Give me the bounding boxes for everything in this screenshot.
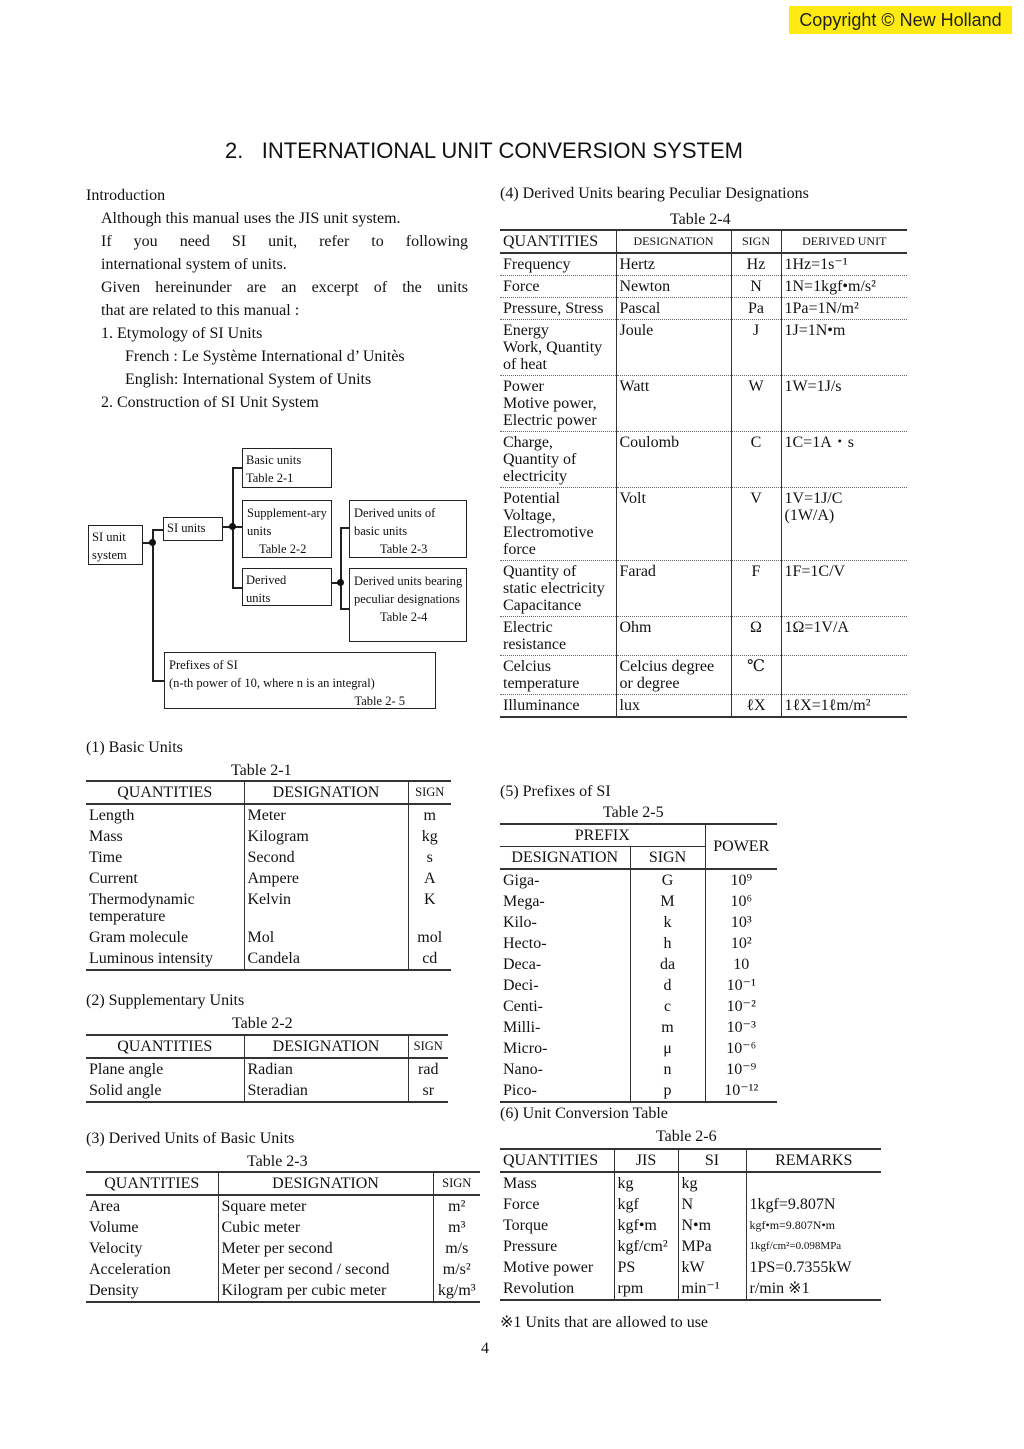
table-cell: Hz bbox=[731, 253, 781, 276]
table-cell: 1C=1A・s bbox=[781, 432, 907, 488]
connector-line bbox=[152, 680, 164, 682]
table-cell: 10² bbox=[730, 935, 752, 952]
table-2-1-caption: Table 2-1 bbox=[231, 762, 292, 779]
table-cell: 10⁻² bbox=[726, 998, 756, 1015]
table-cell: kg/m³ bbox=[433, 1280, 480, 1302]
header-cell: SIGN bbox=[408, 781, 451, 804]
table-cell: 10 bbox=[733, 956, 750, 973]
header-cell: QUANTITIES bbox=[86, 781, 244, 804]
table-cell: 10⁻⁹ bbox=[726, 1061, 757, 1078]
table-cell: Micro- bbox=[500, 1038, 630, 1059]
footnote: ※1 Units that are allowed to use bbox=[500, 1314, 709, 1331]
table-row bbox=[500, 933, 777, 954]
table-cell: Solid angle bbox=[86, 1080, 244, 1102]
table-cell: W bbox=[731, 376, 781, 432]
table-cell: Frequency bbox=[500, 253, 616, 276]
table-cell: m/s bbox=[445, 1240, 469, 1257]
table-row bbox=[86, 948, 451, 970]
table-cell: Charge, Quantity of electricity bbox=[500, 432, 616, 488]
table-cell: Area bbox=[86, 1195, 218, 1217]
junction-dot bbox=[229, 523, 236, 530]
table-cell: Steradian bbox=[244, 1080, 408, 1102]
table-cell: N bbox=[731, 276, 781, 298]
si-units-box: SI units bbox=[163, 517, 223, 541]
derived-units-box: Derived units bbox=[242, 568, 332, 606]
table-row bbox=[500, 376, 907, 432]
table-cell: 1Ω=1V/A bbox=[781, 617, 907, 656]
table-cell: DERIVED UNIT bbox=[781, 230, 907, 253]
table-cell: QUANTITIES bbox=[86, 1035, 244, 1058]
table-cell: Radian bbox=[244, 1058, 408, 1080]
intro-line: Although this manual uses the JIS unit system. bbox=[101, 210, 401, 227]
table-2-2 bbox=[86, 1034, 448, 1103]
table-cell bbox=[746, 1172, 881, 1194]
table-row bbox=[500, 432, 907, 488]
table-row bbox=[500, 996, 777, 1017]
table-cell bbox=[781, 656, 907, 695]
table-cell: DESIGNATION bbox=[218, 1172, 433, 1195]
table-cell: r/min ※1 bbox=[746, 1278, 881, 1300]
table-cell: C bbox=[731, 432, 781, 488]
table-cell: m bbox=[423, 807, 436, 824]
intro-heading: Introduction bbox=[86, 187, 166, 204]
table-cell: Joule bbox=[616, 320, 731, 376]
table-cell: Volt bbox=[616, 488, 731, 561]
table-cell: min⁻¹ bbox=[678, 1278, 746, 1300]
table-cell: 1ℓX=1ℓm/m² bbox=[781, 695, 907, 718]
table-cell: A bbox=[423, 870, 436, 887]
table-cell: Energy Work, Quantity of heat bbox=[500, 320, 616, 376]
table-cell: m bbox=[630, 1017, 705, 1038]
table-cell: PREFIX bbox=[500, 824, 705, 847]
table-cell: PS bbox=[614, 1257, 678, 1278]
table-cell: QUANTITIES bbox=[500, 230, 616, 253]
table-row bbox=[500, 656, 907, 695]
section-3-title: (3) Derived Units of Basic Units bbox=[86, 1130, 295, 1147]
table-cell: k bbox=[630, 912, 705, 933]
table-cell: ℃ bbox=[731, 656, 781, 695]
section-2-title: (2) Supplementary Units bbox=[86, 992, 245, 1009]
table-cell: Revolution bbox=[500, 1278, 614, 1300]
table-cell: Newton bbox=[616, 276, 731, 298]
table-cell: Torque bbox=[500, 1215, 614, 1236]
section-6-title: (6) Unit Conversion Table bbox=[500, 1105, 668, 1122]
table-header-row bbox=[86, 781, 451, 804]
table-cell: m³ bbox=[448, 1219, 466, 1236]
table-cell: Square meter bbox=[218, 1195, 433, 1217]
table-row bbox=[86, 1195, 480, 1217]
table-cell: Meter per second bbox=[218, 1238, 433, 1259]
table-cell: N bbox=[678, 1194, 746, 1215]
intro-item: 1. Etymology of SI Units bbox=[101, 325, 263, 342]
table-cell: Nano- bbox=[500, 1059, 630, 1080]
table-row bbox=[500, 561, 907, 617]
table-row bbox=[500, 954, 777, 975]
table-cell: Hertz bbox=[616, 253, 731, 276]
table-cell: Pascal bbox=[616, 298, 731, 320]
table-cell: F bbox=[731, 561, 781, 617]
table-cell: kgf bbox=[614, 1194, 678, 1215]
table-2-1 bbox=[86, 780, 451, 971]
table-cell: Ampere bbox=[244, 868, 408, 889]
table-cell: 1Pa=1N/m² bbox=[781, 298, 907, 320]
table-cell: 10³ bbox=[730, 914, 752, 931]
intro-line: that are related to this manual : bbox=[101, 302, 300, 319]
table-2-3 bbox=[86, 1171, 480, 1303]
table-2-6-caption: Table 2-6 bbox=[656, 1128, 717, 1145]
supplementary-units-box: Supplement-ary units Table 2-2 bbox=[242, 500, 332, 558]
table-cell: M bbox=[630, 891, 705, 912]
table-cell: K bbox=[423, 891, 436, 908]
table-header-row bbox=[500, 230, 907, 253]
table-cell: s bbox=[426, 849, 433, 866]
connector-line bbox=[232, 587, 242, 589]
table-row bbox=[86, 868, 451, 889]
table-header-row bbox=[86, 1035, 448, 1058]
table-cell: ℓX bbox=[731, 695, 781, 718]
table-header-row bbox=[86, 1172, 480, 1195]
connector-line bbox=[152, 529, 154, 681]
table-cell: Hecto- bbox=[500, 933, 630, 954]
table-row bbox=[500, 320, 907, 376]
table-row bbox=[500, 695, 907, 718]
table-cell: SIGN bbox=[433, 1172, 480, 1195]
table-cell: 1Hz=1s⁻¹ bbox=[781, 253, 907, 276]
table-cell: kg bbox=[678, 1172, 746, 1194]
table-cell: Centi- bbox=[500, 996, 630, 1017]
table-cell: Length bbox=[86, 804, 244, 826]
table-cell: Watt bbox=[616, 376, 731, 432]
table-cell: Thermodynamic temperature bbox=[86, 889, 244, 927]
table-row bbox=[500, 298, 907, 320]
table-row bbox=[500, 1278, 881, 1300]
table-cell: sr bbox=[408, 1080, 448, 1102]
table-cell: V bbox=[731, 488, 781, 561]
table-cell: Potential Voltage, Electromotive force bbox=[500, 488, 616, 561]
table-cell: 1kgf/cm²=0.098MPa bbox=[749, 1240, 842, 1252]
table-row bbox=[500, 1038, 777, 1059]
table-header-row bbox=[500, 824, 777, 847]
table-cell: Volume bbox=[86, 1217, 218, 1238]
table-cell: 1F=1C/V bbox=[781, 561, 907, 617]
table-cell: G bbox=[630, 869, 705, 891]
table-cell: kg bbox=[614, 1172, 678, 1194]
si-unit-system-box: SI unit system bbox=[88, 525, 143, 565]
table-cell: QUANTITIES bbox=[500, 1149, 614, 1172]
table-cell: rpm bbox=[614, 1278, 678, 1300]
table-cell: d bbox=[630, 975, 705, 996]
table-row bbox=[86, 1217, 480, 1238]
table-cell: SIGN bbox=[731, 230, 781, 253]
table-cell: MPa bbox=[678, 1236, 746, 1257]
table-row bbox=[500, 617, 907, 656]
connector-line bbox=[232, 467, 242, 469]
table-cell: Kilogram per cubic meter bbox=[218, 1280, 433, 1302]
table-cell: Celcius degree or degree bbox=[616, 656, 731, 695]
table-2-5-caption: Table 2-5 bbox=[603, 804, 664, 821]
connector-line bbox=[340, 608, 349, 610]
table-cell: kW bbox=[678, 1257, 746, 1278]
table-cell: m/s² bbox=[442, 1261, 471, 1278]
table-cell: p bbox=[630, 1080, 705, 1102]
table-cell: 10⁻¹² bbox=[705, 1080, 777, 1102]
table-cell: 10⁻⁶ bbox=[726, 1040, 757, 1057]
table-row bbox=[500, 1257, 881, 1278]
junction-dot bbox=[337, 579, 344, 586]
table-cell: Kilogram bbox=[244, 826, 408, 847]
intro-line: international system of units. bbox=[101, 256, 287, 273]
table-cell: Time bbox=[86, 847, 244, 868]
table-cell: SIGN bbox=[408, 1035, 448, 1058]
table-2-3-caption: Table 2-3 bbox=[247, 1153, 308, 1170]
table-row bbox=[500, 891, 777, 912]
table-cell: Acceleration bbox=[86, 1259, 218, 1280]
table-2-6 bbox=[500, 1148, 881, 1301]
table-cell: kgf•m=9.807N•m bbox=[749, 1218, 835, 1232]
table-cell: Mega- bbox=[500, 891, 630, 912]
table-cell: Ohm bbox=[616, 617, 731, 656]
table-cell: kgf/cm² bbox=[614, 1236, 678, 1257]
connector-line bbox=[340, 527, 349, 529]
table-cell: da bbox=[630, 954, 705, 975]
connector-line bbox=[152, 529, 163, 531]
table-cell: 1W=1J/s bbox=[781, 376, 907, 432]
table-cell: N•m bbox=[678, 1215, 746, 1236]
table-cell: m² bbox=[448, 1198, 466, 1215]
intro-item: 2. Construction of SI Unit System bbox=[101, 394, 319, 411]
table-cell: Milli- bbox=[500, 1017, 630, 1038]
basic-units-box: Basic units Table 2-1 bbox=[242, 448, 332, 488]
table-cell: REMARKS bbox=[746, 1149, 881, 1172]
table-cell: Kelvin bbox=[244, 889, 408, 927]
table-cell: Motive power bbox=[500, 1257, 614, 1278]
table-cell: rad bbox=[418, 1061, 439, 1078]
table-2-2-caption: Table 2-2 bbox=[232, 1015, 293, 1032]
table-cell: Force bbox=[500, 276, 616, 298]
table-cell: J bbox=[731, 320, 781, 376]
table-cell: Luminous intensity bbox=[86, 948, 244, 970]
table-row bbox=[86, 1058, 448, 1080]
table-cell: Deca- bbox=[500, 954, 630, 975]
table-cell: JIS bbox=[614, 1149, 678, 1172]
table-cell: Candela bbox=[244, 948, 408, 970]
table-cell: 1N=1kgf•m/s² bbox=[781, 276, 907, 298]
derived-units-peculiar-box: Derived units bearing peculiar designations Table 2-4 bbox=[349, 568, 467, 642]
table-cell: Cubic meter bbox=[218, 1217, 433, 1238]
table-cell: Plane angle bbox=[86, 1058, 244, 1080]
table-row bbox=[500, 1194, 881, 1215]
section-5-title: (5) Prefixes of SI bbox=[500, 783, 611, 800]
table-row bbox=[86, 1280, 480, 1302]
table-cell: Mol bbox=[244, 927, 408, 948]
table-cell: Velocity bbox=[86, 1238, 218, 1259]
table-cell: 10⁻¹ bbox=[726, 977, 756, 994]
table-cell: SIGN bbox=[630, 847, 705, 870]
copyright-banner: Copyright © New Holland bbox=[789, 6, 1012, 34]
table-row bbox=[500, 869, 777, 891]
table-2-5 bbox=[500, 823, 777, 1103]
table-header-row bbox=[500, 1149, 881, 1172]
table-row bbox=[500, 1059, 777, 1080]
table-cell: Pressure, Stress bbox=[500, 298, 616, 320]
table-cell: Pico- bbox=[500, 1080, 630, 1102]
table-cell: 10⁶ bbox=[730, 893, 753, 910]
table-cell: DESIGNATION bbox=[616, 230, 731, 253]
table-row bbox=[86, 889, 451, 927]
table-row bbox=[86, 847, 451, 868]
table-cell: Pressure bbox=[500, 1236, 614, 1257]
junction-dot bbox=[149, 539, 156, 546]
table-row bbox=[86, 1259, 480, 1280]
table-cell: Force bbox=[500, 1194, 614, 1215]
table-row bbox=[500, 912, 777, 933]
prefixes-of-si-box: Prefixes of SI (n-th power of 10, where n is an integral) Table 2- 5 bbox=[164, 652, 436, 709]
table-row bbox=[500, 1215, 881, 1236]
table-cell: 1PS=0.7355kW bbox=[749, 1259, 852, 1276]
table-cell: Meter per second / second bbox=[218, 1259, 433, 1280]
table-cell: Kilo- bbox=[500, 912, 630, 933]
table-cell: Gram molecule bbox=[86, 927, 244, 948]
table-cell: 1kgf=9.807N bbox=[749, 1196, 836, 1213]
introduction bbox=[86, 184, 468, 414]
table-cell: 1V=1J/C (1W/A) bbox=[781, 488, 907, 561]
table-cell: QUANTITIES bbox=[86, 1172, 218, 1195]
table-cell: Coulomb bbox=[616, 432, 731, 488]
table-row bbox=[500, 253, 907, 276]
intro-line: Given hereinunder are an excerpt of the units bbox=[101, 279, 468, 296]
table-cell: kg bbox=[421, 828, 438, 845]
intro-french: French : Le Système International d’ Unitès bbox=[125, 348, 405, 365]
table-cell: DESIGNATION bbox=[244, 1035, 408, 1058]
table-cell: Deci- bbox=[500, 975, 630, 996]
table-cell: 10⁹ bbox=[730, 872, 753, 889]
intro-line: If you need SI unit, refer to following bbox=[101, 233, 468, 250]
table-cell: Giga- bbox=[500, 869, 630, 891]
table-row bbox=[86, 804, 451, 826]
table-cell: POWER bbox=[705, 824, 777, 869]
table-cell: SI bbox=[678, 1149, 746, 1172]
table-row bbox=[86, 1238, 480, 1259]
table-cell: Pa bbox=[731, 298, 781, 320]
table-cell: μ bbox=[630, 1038, 705, 1059]
table-cell: c bbox=[630, 996, 705, 1017]
table-cell: Meter bbox=[244, 804, 408, 826]
table-cell: Quantity of static electricity Capacitance bbox=[500, 561, 616, 617]
table-row bbox=[86, 1080, 448, 1102]
table-2-4 bbox=[500, 229, 907, 718]
table-cell: DESIGNATION bbox=[500, 847, 630, 870]
header-cell: DESIGNATION bbox=[244, 781, 408, 804]
table-cell: lux bbox=[616, 695, 731, 718]
table-cell: 1J=1N•m bbox=[781, 320, 907, 376]
table-cell: cd bbox=[408, 948, 451, 970]
table-row bbox=[500, 488, 907, 561]
table-row bbox=[500, 276, 907, 298]
section-4-title: (4) Derived Units bearing Peculiar Designations bbox=[500, 185, 809, 202]
table-cell: Current bbox=[86, 868, 244, 889]
table-row bbox=[86, 927, 451, 948]
page-title: 2. INTERNATIONAL UNIT CONVERSION SYSTEM bbox=[225, 138, 743, 163]
table-cell: h bbox=[630, 933, 705, 954]
table-cell: Celcius temperature bbox=[500, 656, 616, 695]
table-row bbox=[500, 975, 777, 996]
table-cell: Density bbox=[86, 1280, 218, 1302]
table-cell: Illuminance bbox=[500, 695, 616, 718]
derived-units-of-basic-box: Derived units of basic units Table 2-3 bbox=[349, 500, 467, 558]
table-row bbox=[86, 826, 451, 847]
table-cell: Electric resistance bbox=[500, 617, 616, 656]
connector-line bbox=[340, 527, 342, 609]
table-row bbox=[500, 1017, 777, 1038]
table-row bbox=[500, 1080, 777, 1102]
table-cell: Power Motive power, Electric power bbox=[500, 376, 616, 432]
table-row bbox=[500, 1236, 881, 1257]
table-2-4-caption: Table 2-4 bbox=[670, 211, 731, 228]
page-number: 4 bbox=[481, 1340, 489, 1357]
table-cell: Ω bbox=[731, 617, 781, 656]
table-cell: Second bbox=[244, 847, 408, 868]
table-cell: kgf•m bbox=[614, 1215, 678, 1236]
section-1-title: (1) Basic Units bbox=[86, 739, 183, 756]
table-cell: 10⁻³ bbox=[726, 1019, 756, 1036]
table-row bbox=[500, 1172, 881, 1194]
table-cell: Mass bbox=[500, 1172, 614, 1194]
table-cell: n bbox=[630, 1059, 705, 1080]
intro-english: English: International System of Units bbox=[125, 371, 372, 388]
table-cell: Mass bbox=[86, 826, 244, 847]
table-cell: mol bbox=[417, 929, 443, 946]
table-cell: Farad bbox=[616, 561, 731, 617]
